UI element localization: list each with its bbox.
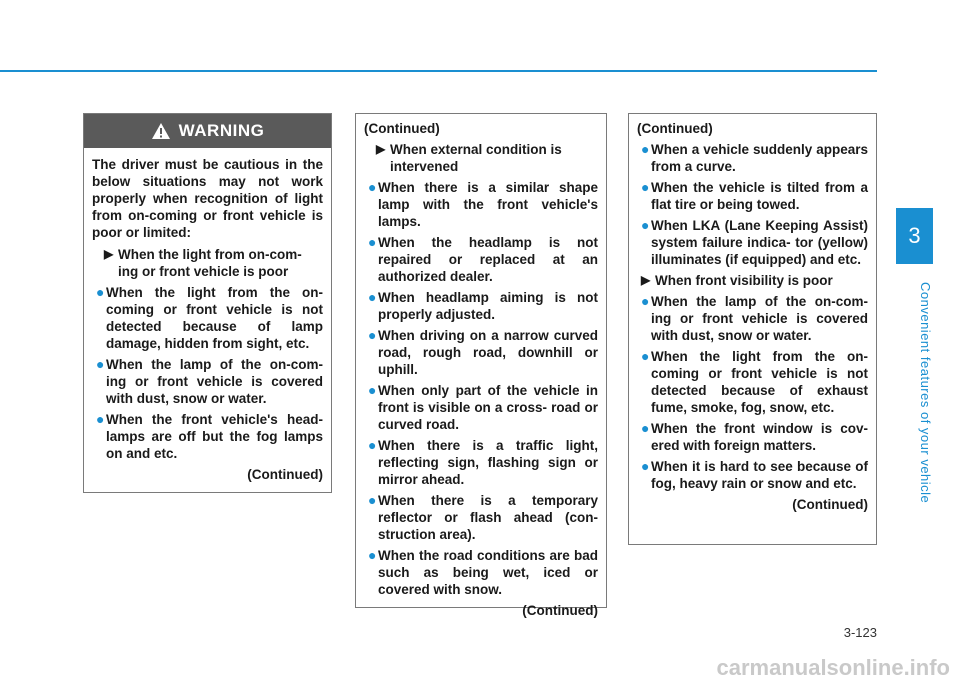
bullet-text: When the headlamp is not repaired or replaced at an authorized dealer.: [378, 235, 598, 284]
bullet-dot-icon: ●: [641, 141, 650, 157]
bullet-item: [368, 179, 598, 230]
bullet-dot-icon: ●: [641, 420, 650, 436]
bullet-text: When the vehicle is tilted from a flat tire or being towed.: [651, 180, 868, 212]
continued-label: (Continued): [792, 497, 868, 512]
continued-top-label: (Continued): [637, 121, 713, 136]
bullet-item: [368, 492, 598, 543]
warning-body: [84, 148, 331, 483]
bullet-dot-icon: ●: [368, 547, 377, 563]
arrow-item: [376, 141, 598, 175]
bullet-text: When the lamp of the on-com- ing or front vehicle is covered with dust, snow or water.: [651, 294, 868, 343]
bullet-text: When LKA (Lane Keeping Assist) system failure indica- tor (yellow) illuminates (if equipped) and etc.: [651, 218, 868, 267]
bullet-dot-icon: ●: [641, 179, 650, 195]
box-3-body: [629, 114, 876, 513]
bullet-dot-icon: ●: [641, 217, 650, 233]
continued-box-2: [355, 113, 607, 618]
bullet-item: [641, 348, 868, 416]
bullet-dot-icon: ●: [368, 382, 377, 398]
bullet-text: When the lamp of the on-com- ing or front vehicle is covered with dust, snow or water.: [106, 357, 323, 406]
warning-triangle-icon: [151, 122, 171, 140]
arrow-item: [641, 272, 868, 289]
warning-intro: The driver must be cautious in the below situations may not work properly when recognition of light from on-coming or front vehicle is poor or limited:: [92, 157, 323, 240]
bullet-item: [368, 382, 598, 433]
bullet-item: [641, 141, 868, 175]
box-2-body: [356, 114, 606, 619]
right-arrow-icon: ▶: [104, 247, 114, 261]
bullet-item: [96, 284, 323, 352]
bullet-item: [368, 437, 598, 488]
bullet-dot-icon: ●: [96, 284, 105, 300]
bullet-dot-icon: ●: [368, 289, 377, 305]
arrow-item-text: When the light from on-com- ing or front vehicle is poor: [118, 247, 302, 279]
bullet-item: [368, 327, 598, 378]
arrow-item-text: When external condition is intervened: [390, 142, 562, 174]
continued-label: (Continued): [522, 603, 598, 618]
bullet-item: [641, 217, 868, 268]
bullet-item: [641, 458, 868, 492]
bullet-text: When the light from the on- coming or front vehicle is not detected because of lamp damage, hidden from sight, etc.: [106, 285, 323, 351]
bullet-text: When the front window is cov- ered with foreign matters.: [651, 421, 868, 453]
bullet-dot-icon: ●: [368, 179, 377, 195]
arrow-item: [104, 246, 323, 280]
chapter-tab: [896, 208, 933, 264]
warning-title: WARNING: [178, 121, 265, 140]
bullet-text: When there is a traffic light, reflecting sign, flashing sign or mirror ahead.: [378, 438, 598, 487]
bullet-dot-icon: ●: [368, 437, 377, 453]
continued-top-label: (Continued): [364, 121, 440, 136]
bullet-dot-icon: ●: [641, 458, 650, 474]
bullet-item: [641, 420, 868, 454]
bullet-dot-icon: ●: [368, 492, 377, 508]
bullet-text: When driving on a narrow curved road, rough road, downhill or uphill.: [378, 328, 598, 377]
continued-label: (Continued): [247, 467, 323, 482]
bullet-dot-icon: ●: [641, 348, 650, 364]
page-number: 3-123: [843, 625, 877, 640]
bullet-item: [368, 289, 598, 323]
chapter-title: Convenient features of your vehicle: [918, 282, 933, 504]
bullet-item: [368, 234, 598, 285]
chapter-number: 3: [908, 223, 921, 248]
bullet-item: [96, 356, 323, 407]
bullet-text: When only part of the vehicle in front is visible on a cross- road or curved road.: [378, 383, 598, 432]
top-rule: [0, 70, 877, 72]
bullet-item: [641, 293, 868, 344]
bullet-item: [368, 547, 598, 598]
bullet-text: When the light from the on- coming or front vehicle is not detected because of exhaust fume, smoke, fog, snow, etc.: [651, 349, 868, 415]
bullet-item: [96, 411, 323, 462]
warning-header: [84, 114, 331, 148]
bullet-text: When a vehicle suddenly appears from a curve.: [651, 142, 868, 174]
bullet-dot-icon: ●: [96, 411, 105, 427]
bullet-item: [641, 179, 868, 213]
continued-box-3: [628, 113, 877, 545]
bullet-text: When there is a temporary reflector or flash ahead (con- struction area).: [378, 493, 598, 542]
bullet-text: When the front vehicle's head- lamps are off but the fog lamps on and etc.: [106, 412, 323, 461]
bullet-text: When headlamp aiming is not properly adjusted.: [378, 290, 598, 322]
bullet-dot-icon: ●: [368, 327, 377, 343]
bullet-dot-icon: ●: [368, 234, 377, 250]
right-arrow-icon: ▶: [641, 273, 651, 287]
right-arrow-icon: ▶: [376, 142, 386, 156]
bullet-text: When it is hard to see because of fog, heavy rain or snow and etc.: [651, 459, 868, 491]
bullet-dot-icon: ●: [96, 356, 105, 372]
arrow-item-text: When front visibility is poor: [655, 273, 833, 288]
bullet-text: When the road conditions are bad such as being wet, iced or covered with snow.: [378, 548, 598, 597]
warning-box: [83, 113, 332, 493]
bullet-dot-icon: ●: [641, 293, 650, 309]
bullet-text: When there is a similar shape lamp with the front vehicle's lamps.: [378, 180, 598, 229]
watermark: carmanualsonline.info: [716, 655, 950, 680]
